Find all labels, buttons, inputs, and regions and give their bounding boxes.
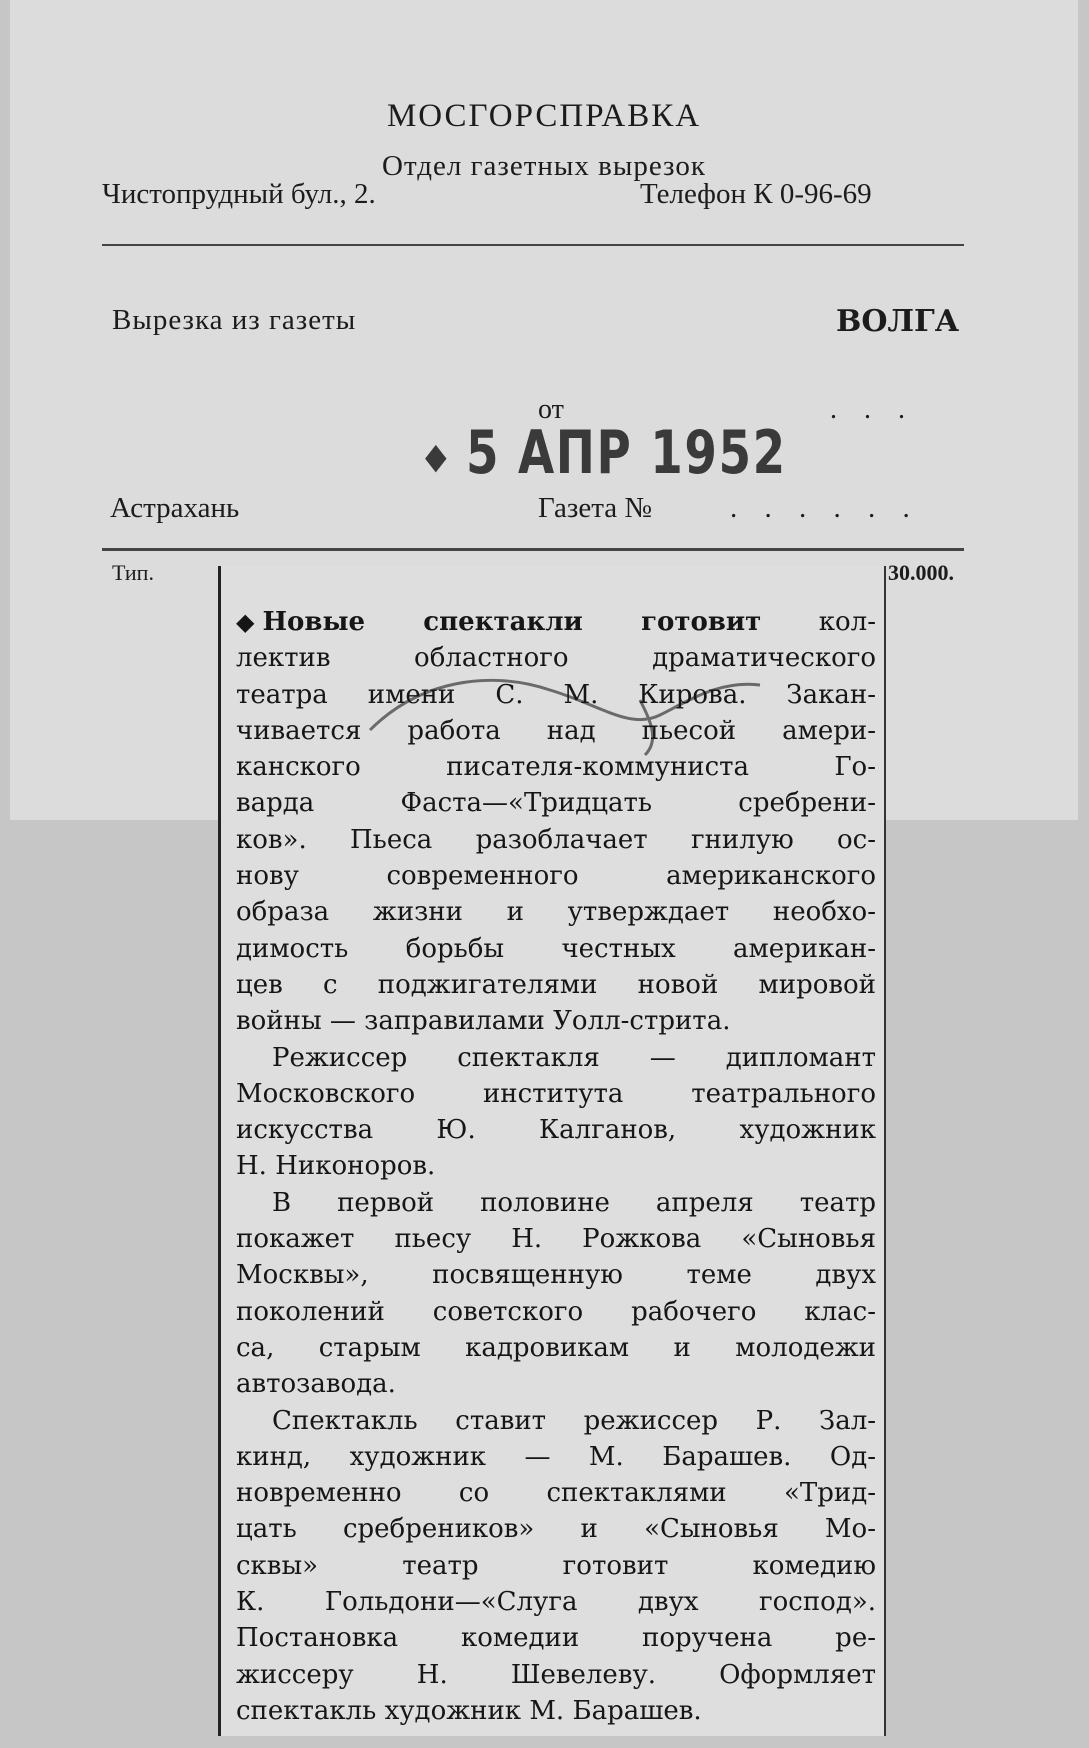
article-line-text: войны — заправилами Уолл-стрита. xyxy=(236,1006,731,1037)
article-line-text: ков». Пьеса разоблачает гнилую ос- xyxy=(236,824,876,855)
article-line xyxy=(236,785,876,821)
article-line xyxy=(236,1330,876,1366)
header-rule xyxy=(102,244,964,246)
article-line-text: цев с поджигателями новой мировой xyxy=(236,969,876,1000)
article-line xyxy=(236,1439,876,1475)
article-line-text: новременно со спектаклями «Трид- xyxy=(236,1478,876,1509)
article-line xyxy=(236,1657,876,1693)
article-line xyxy=(236,677,876,713)
issue-label: Газета № xyxy=(538,492,653,524)
article-line-text: К. Гольдони—«Слуга двух господ». xyxy=(236,1587,876,1618)
article-line xyxy=(236,931,876,967)
date-stamp-text: 5 АПР 1952 xyxy=(466,418,787,488)
article-line-text: Режиссер спектакля — дипломант xyxy=(272,1042,876,1073)
department-title: Отдел газетных вырезок xyxy=(382,150,706,182)
article-line-text: театра имени С. М. Кирова. Закан- xyxy=(236,679,876,710)
article-line-text: образа жизни и утверждает необхо- xyxy=(236,897,876,928)
article-line xyxy=(236,1693,876,1729)
from-dots: . . . xyxy=(830,394,915,425)
article-line-text: варда Фаста—«Тридцать сребрени- xyxy=(236,788,876,819)
article-line xyxy=(236,1584,876,1620)
bullet-diamond-icon: ◆ xyxy=(236,608,255,636)
article-line-text: покажет пьесу Н. Рожкова «Сыновья xyxy=(236,1224,876,1255)
article-line xyxy=(236,1294,876,1330)
article-line xyxy=(236,894,876,930)
article-line xyxy=(236,967,876,1003)
article-line-text: нову современного американского xyxy=(236,861,876,892)
article-line xyxy=(236,1403,876,1439)
article-line xyxy=(236,604,876,640)
article-line xyxy=(236,1076,876,1112)
article-line-text: Н. Никоноров. xyxy=(236,1151,436,1182)
article-line-text: канского писателя-коммуниста Го- xyxy=(236,752,876,783)
article-line xyxy=(236,1475,876,1511)
from-label: от xyxy=(538,394,564,425)
article-line-text: Московского института театрального xyxy=(236,1078,876,1109)
clip-label: Вырезка из газеты xyxy=(112,304,357,336)
city: Астрахань xyxy=(110,492,240,524)
article-line xyxy=(236,1221,876,1257)
article-line-text: кол- xyxy=(761,607,876,637)
article-line xyxy=(236,749,876,785)
article-line-text: димость борьбы честных американ- xyxy=(236,933,876,964)
article-line-text: сквы» театр готовит комедию xyxy=(236,1550,876,1581)
date-stamp: ◆ 5 АПР 1952 xyxy=(425,418,787,488)
article-lead: Новые спектакли готовит xyxy=(262,607,762,637)
article-line xyxy=(236,858,876,894)
issue-dots: . . . . . . xyxy=(730,492,920,524)
footer-rule xyxy=(102,548,964,551)
article-line-text: Москвы», посвященную теме двух xyxy=(236,1260,876,1291)
article-line xyxy=(236,1003,876,1039)
article-line-text: В первой половине апреля театр xyxy=(272,1187,876,1218)
article-line xyxy=(236,1185,876,1221)
article-line-text: Спектакль ставит режиссер Р. Зал- xyxy=(272,1405,876,1436)
article-line-text: лектив областного драматического xyxy=(236,643,876,674)
article-line-text: са, старым кадровикам и молодежи xyxy=(236,1332,876,1363)
newspaper-name: ВОЛГА xyxy=(836,304,960,339)
article-line-text: спектакль художник М. Барашев. xyxy=(236,1695,702,1726)
org-title: МОСГОРСПРАВКА xyxy=(386,98,702,134)
article-line xyxy=(236,1148,876,1184)
article-line xyxy=(236,1112,876,1148)
article-line xyxy=(236,1257,876,1293)
article-line xyxy=(236,1040,876,1076)
print-info-left: Тип. xyxy=(112,560,154,585)
article-line-text: поколений советского рабочего клас- xyxy=(236,1296,876,1327)
article-line-text: жиссеру Н. Шевелеву. Оформляет xyxy=(236,1659,876,1690)
article-line xyxy=(236,1511,876,1547)
print-info-right: 30.000. xyxy=(888,560,954,585)
article-line xyxy=(236,822,876,858)
article-line-text: чивается работа над пьесой амери- xyxy=(236,715,876,746)
article-line-text: кинд, художник — М. Барашев. Од- xyxy=(236,1441,876,1472)
article-line-text: искусства Ю. Калганов, художник xyxy=(236,1115,876,1146)
article-line xyxy=(236,713,876,749)
address: Чистопрудный бул., 2. xyxy=(102,178,376,210)
article-line-text: Постановка комедии поручена ре- xyxy=(236,1623,876,1654)
article-line-text: цать сребреников» и «Сыновья Мо- xyxy=(236,1514,876,1545)
article-line xyxy=(236,1620,876,1656)
article-line xyxy=(236,1548,876,1584)
article-line-text: автозавода. xyxy=(236,1369,396,1400)
article-text xyxy=(236,604,876,1729)
phone: Телефон К 0-96-69 xyxy=(640,178,872,210)
article-line xyxy=(236,1366,876,1402)
article-line xyxy=(236,640,876,676)
